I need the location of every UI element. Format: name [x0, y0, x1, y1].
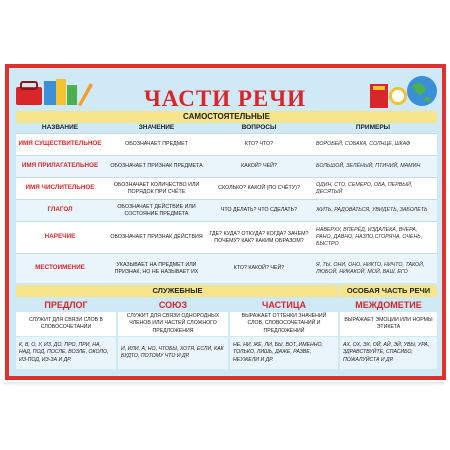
part-of-speech-name: МЕСТОИМЕНИЕ — [35, 264, 85, 272]
part-of-speech-meaning: УКАЗЫВАЕТ НА ПРЕДМЕТ ИЛИ ПРИЗНАК, НО НЕ НАЗЫВАЕТ ИХ — [114, 261, 199, 275]
page-title: ЧАСТИ РЕЧИ — [143, 86, 307, 111]
part-of-speech-examples: БОЛЬШОЙ, ЗЕЛЁНЫЙ, ПТИЧИЙ, МАМИН — [316, 163, 421, 170]
part-of-speech-examples: ВОРОБЕЙ, СОБАКА, СОЛНЦЕ, ШКАФ — [316, 141, 411, 148]
part-of-speech-meaning: ОБОЗНАЧАЕТ ПРЕДМЕТ — [125, 141, 188, 148]
service-name: МЕЖДОМЕТИЕ — [355, 300, 422, 310]
part-of-speech-name: НАРЕЧИЕ — [44, 233, 76, 241]
service-meaning: СЛУЖИТ ДЛЯ СВЯЗИ СЛОВ В СЛОВОСОЧЕТАНИИ — [16, 312, 116, 336]
part-of-speech-questions: КТО? КАКОЙ? ЧЕЙ? — [233, 265, 285, 272]
poster-shadow — [3, 382, 444, 386]
part-of-speech-meaning: ОБОЗНАЧАЕТ КОЛИЧЕСТВО ИЛИ ПОРЯДОК ПРИ СЧЁТЕ — [113, 181, 200, 195]
part-of-speech-questions: КТО? ЧТО? — [244, 141, 274, 148]
service-meaning: СЛУЖИТ ДЛЯ СВЯЗИ ОДНОРОДНЫХ ЧЛЕНОВ ИЛИ ЧАСТЕЙ СЛОЖНОГО ПРЕДЛОЖЕНИЯ — [118, 312, 228, 336]
part-of-speech-name: ИМЯ СУЩЕСТВИТЕЛЬНОЕ — [18, 140, 102, 148]
service-examples: АХ, ОХ, ЭХ, ОЙ, АЙ, ЭЙ, УВЫ, УРА, ЗДРАВСТВУЙТЕ, СПАСИБО, ПОЖАЛУЙСТА И ДР. — [340, 337, 437, 369]
service-name: ПРЕДЛОГ — [44, 300, 88, 310]
section-header-special: ОСОБАЯ ЧАСТЬ РЕЧИ — [340, 285, 437, 297]
service-name: СОЮЗ — [158, 300, 188, 310]
part-of-speech-name: ИМЯ ПРИЛАГАТЕЛЬНОЕ — [21, 162, 99, 170]
part-of-speech-questions: ГДЕ? КУДА? ОТКУДА? КОГДА? ЗАЧЕМ? ПОЧЕМУ? КАК? КАКИМ ОБРАЗОМ? — [209, 230, 309, 244]
column-header-examples: ПРИМЕРЫ — [355, 124, 391, 131]
service-meaning: ВЫРАЖАЕТ ЭМОЦИИ ИЛИ НОРМЫ ЭТИКЕТА — [340, 312, 437, 336]
part-of-speech-meaning: ОБОЗНАЧАЕТ ДЕЙСТВИЕ ИЛИ СОСТОЯНИЕ ПРЕДМЕТА — [117, 203, 196, 217]
part-of-speech-meaning: ОБОЗНАЧАЕТ ПРИЗНАК ПРЕДМЕТА — [110, 163, 203, 170]
part-of-speech-examples: Я, ТЫ, ОНИ, ОНО, НИКТО, НИЧТО, ТАКОЙ, ЛЮБОЙ, НИКАКОЙ, МОЙ, ВАШ, ЕГО — [316, 261, 425, 275]
table-row — [16, 253, 437, 283]
column-header-questions: ВОПРОСЫ — [241, 124, 277, 131]
service-meaning: ВЫРАЖАЕТ ОТТЕНКИ ЗНАЧЕНИЙ СЛОВ, СЛОВОСОЧЕТАНИЙ И ПРЕДЛОЖЕНИЙ — [230, 312, 338, 336]
table-row — [16, 199, 437, 221]
service-examples: НЕ, НИ, ЖЕ, ЛИ, БЫ, ВОТ, ИМЕННО, ТОЛЬКО, ЛИШЬ, ДАЖЕ, РАЗВЕ, НЕУЖЕЛИ И ДР. — [230, 337, 338, 369]
part-of-speech-name: ИМЯ ЧИСЛИТЕЛЬНОЕ — [25, 184, 95, 192]
column-header-meaning: ЗНАЧЕНИЕ — [138, 124, 175, 131]
part-of-speech-questions: КАКОЙ? ЧЕЙ? — [241, 163, 277, 170]
table-row — [16, 221, 437, 253]
service-name: ЧАСТИЦА — [262, 300, 306, 310]
part-of-speech-examples: НАВЕРХУ, ВПЕРЁД, ИЗДАЛЕКА, ВЧЕРА, РАНО, ДАВНО, НАЗЛО,СГОРЯЧА, ОЧЕНЬ, БЫСТРО — [316, 227, 423, 247]
part-of-speech-examples: ЖИТЬ, РАДОВАТЬСЯ, УВИДЕТЬ, ЗАБОЛЕТЬ — [316, 207, 428, 214]
part-of-speech-meaning: ОБОЗНАЧАЕТ ПРИЗНАК ДЕЙСТВИЯ — [110, 234, 203, 241]
service-examples: К, В, О, У, ИЗ, ДО, ПРО, ПРИ, НА, НАД, ПОД, ПОСЛЕ, ВОЗЛЕ, ОКОЛО, ИЗ-ПОД, ИЗ-ЗА И ДР. — [16, 337, 116, 369]
part-of-speech-name: ГЛАГОЛ — [47, 206, 73, 214]
section-header-independent: САМОСТОЯТЕЛЬНЫЕ — [16, 111, 437, 123]
part-of-speech-questions: СКОЛЬКО? КАКОЙ (ПО СЧЁТУ)? — [218, 185, 300, 192]
table-row — [16, 133, 437, 155]
part-of-speech-examples: ОДИН, СТО, СЕМЕРО, ОБА, ПЕРВЫЙ, ДЕСЯТЫЙ — [316, 181, 413, 195]
part-of-speech-questions: ЧТО ДЕЛАТЬ? ЧТО СДЕЛАТЬ? — [220, 207, 298, 214]
service-examples: И, ИЛИ, А, НО, ЧТОБЫ, ХОТЯ, ЕСЛИ, КАК БУДТО, ПОТОМУ ЧТО И ДР. — [118, 337, 228, 369]
section-header-service: СЛУЖЕБНЫЕ — [16, 285, 339, 297]
table-row — [16, 155, 437, 177]
table-row — [16, 177, 437, 199]
column-header-name: НАЗВАНИЕ — [41, 124, 79, 131]
